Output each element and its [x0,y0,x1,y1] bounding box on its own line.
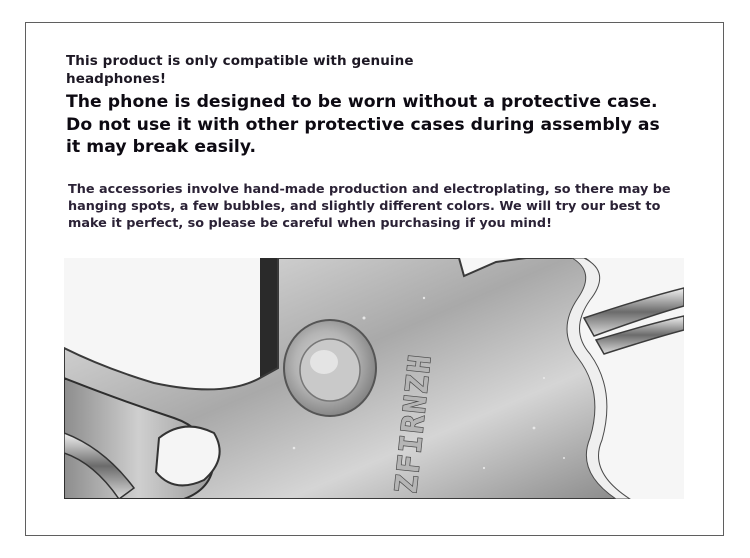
compatibility-note: This product is only compatible with genuine headphones! [66,53,414,87]
handmade-disclaimer: The accessories involve hand-made production and electroplating, so there may be hanging spots, a few bubbles, and slightly different colors. We will try our best to make it perfect, so please be careful when purchasing if you mind! [68,182,671,231]
product-closeup-photo [64,258,684,499]
case-warning-heading: The phone is designed to be worn without a protective case. Do not use it with other protective cases during assembly as it may break easily. [66,92,660,157]
engraved-stamp: ZFIRNZH [389,351,439,495]
metal-part-illustration [64,258,684,499]
